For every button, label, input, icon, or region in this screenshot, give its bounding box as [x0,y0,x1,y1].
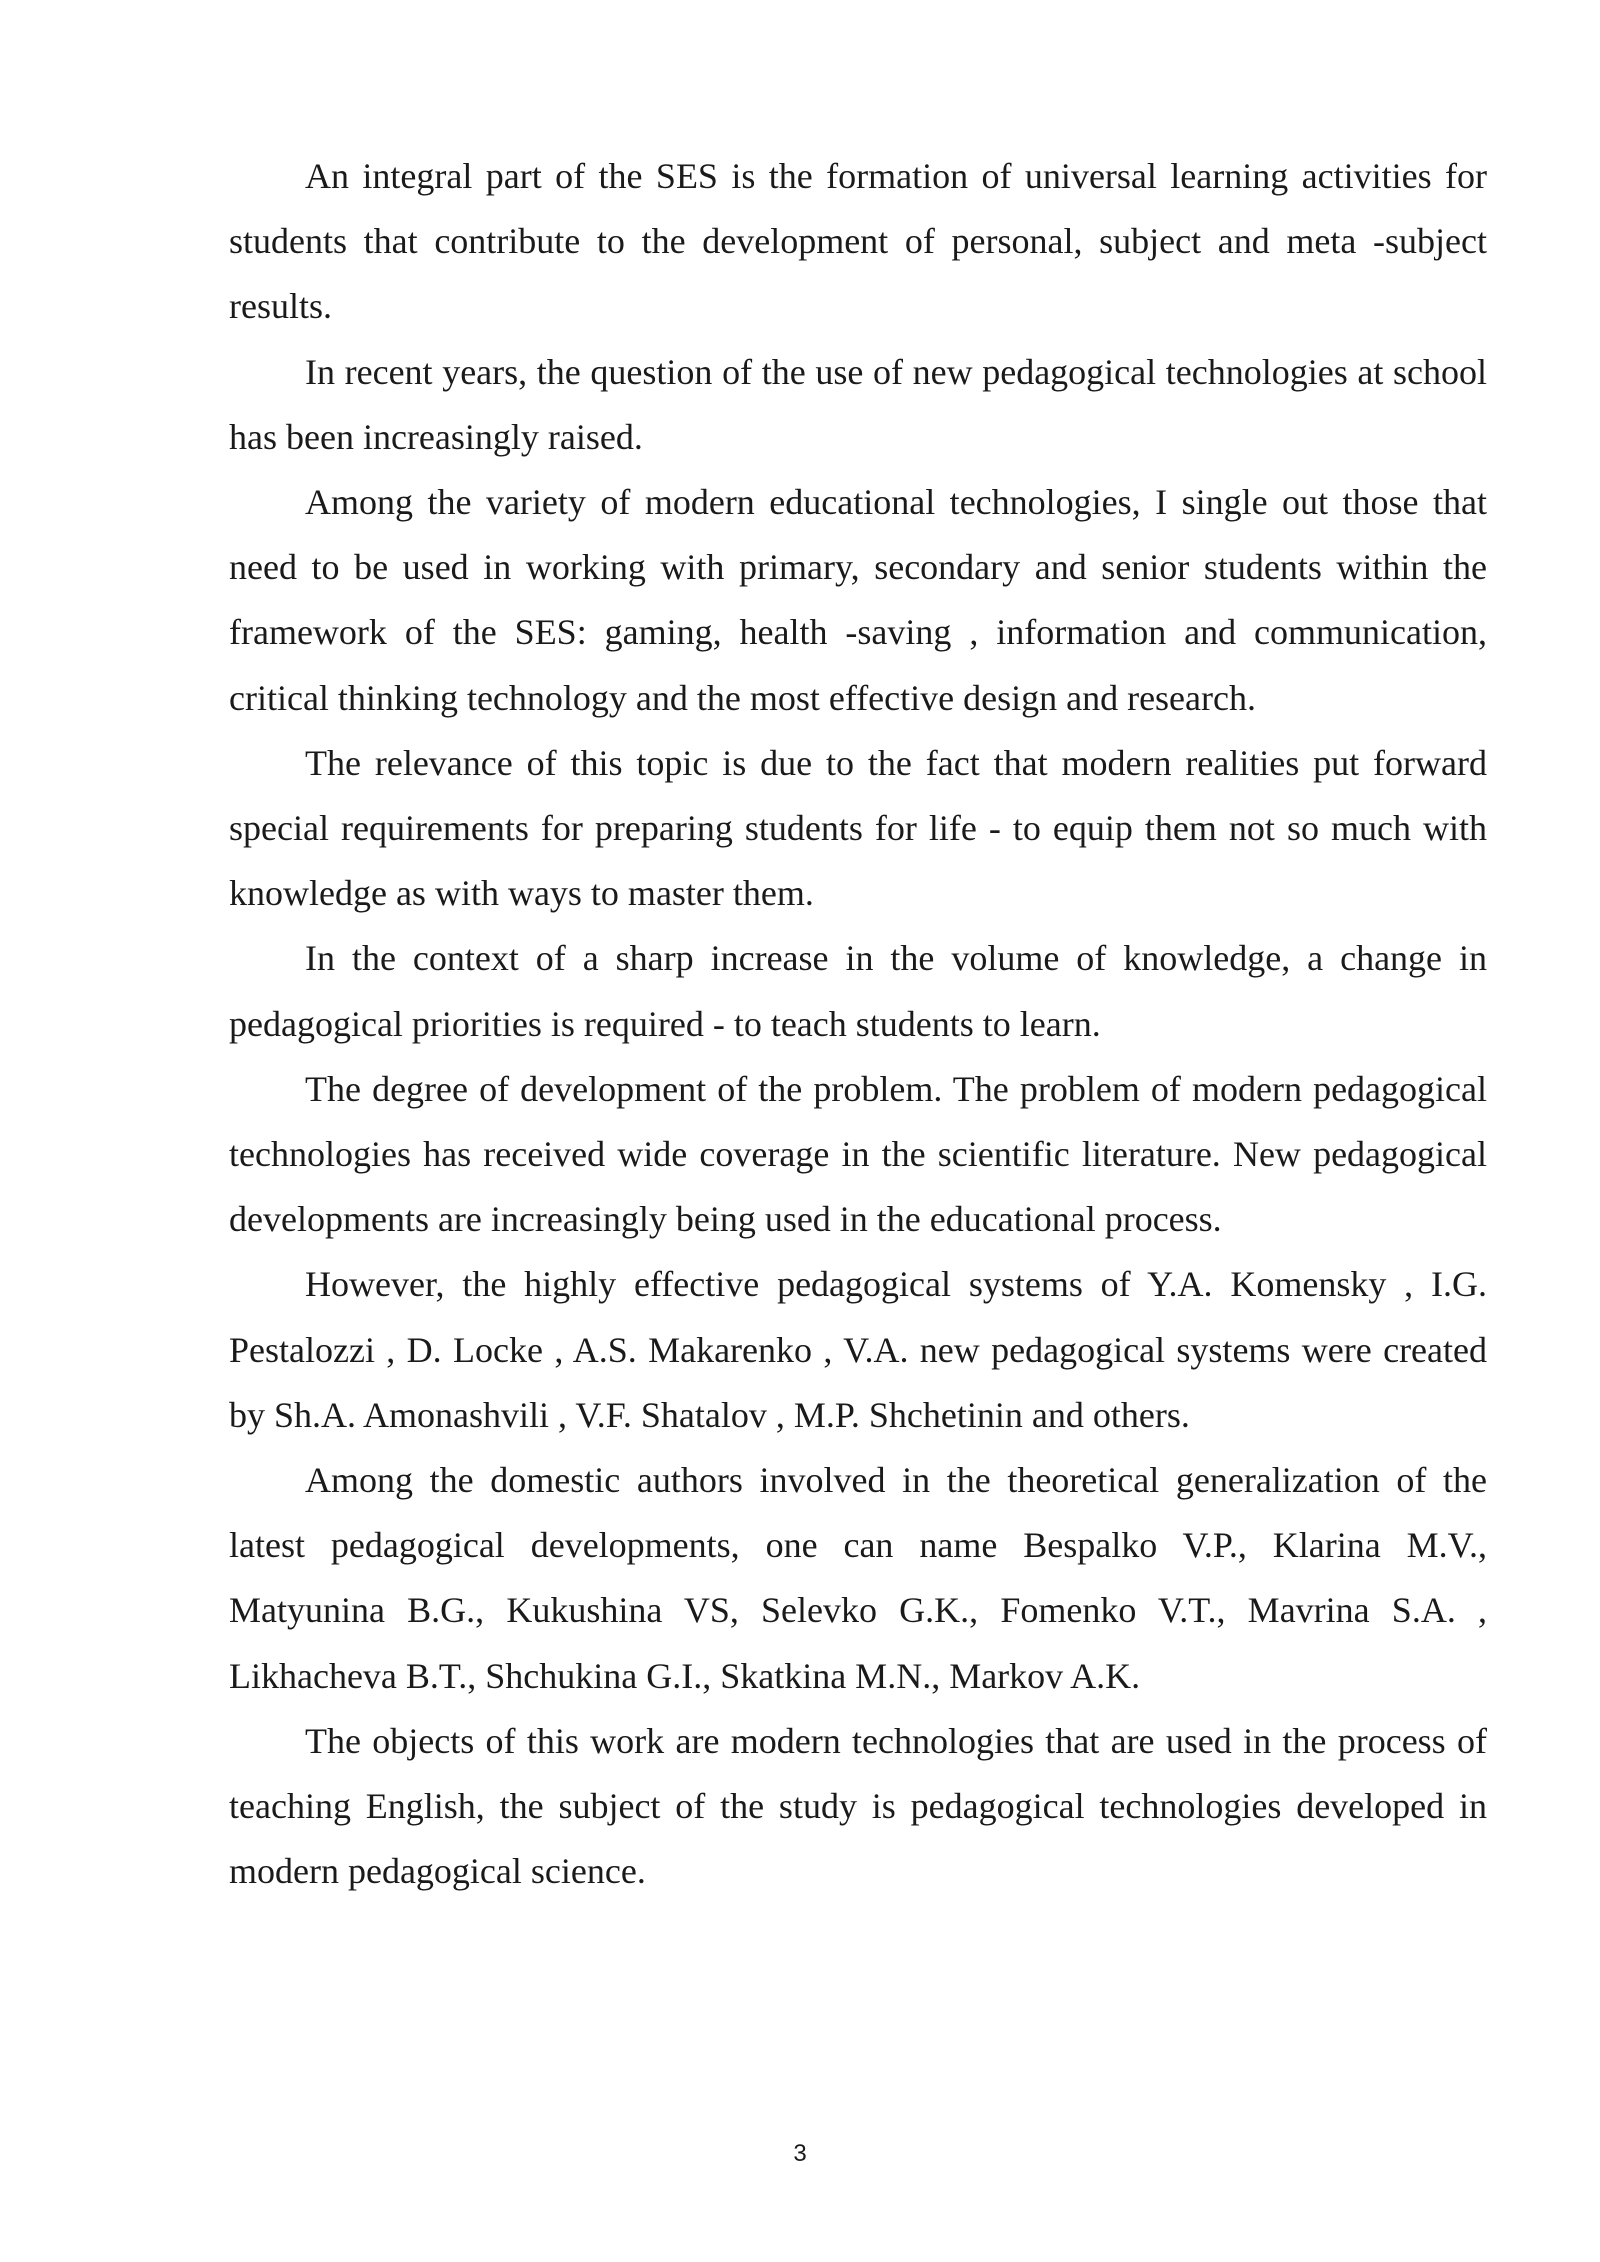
body-text [229,144,1487,1904]
paragraph: The objects of this work are modern technologies that are used in the process of teaching English, the subject of the study is pedagogical technologies developed in modern pedagogical science. [229,1720,1487,1892]
paragraph: In the context of a sharp increase in the volume of knowledge, a change in pedagogical priorities is required - to teach students to learn. [229,938,1487,1044]
paragraph: Among the domestic authors involved in the theoretical generalization of the latest pedagogical developments, one can name Bespalko V.P., Klarina M.V., Matyunina B.G., Kukushina VS, Selevko G.K., Fomenko V.T., Mavrina S.A. , Likhacheva B.T., Shchukina G.I., Skatkina M.N., Markov A.K. [229,1460,1487,1696]
page-number: 3 [793,2140,807,2167]
paragraph: Among the variety of modern educational technologies, I single out those that need to be used in working with primary, secondary and senior students within the framework of the SES: gaming, health -saving , information and communication, critical thinking technology and the most effective design and research. [229,482,1487,718]
paragraph: The degree of development of the problem. The problem of modern pedagogical technologies has received wide coverage in the scientific literature. New pedagogical developments are increasingly being used in the educational process. [229,1068,1487,1240]
paragraph: The relevance of this topic is due to the fact that modern realities put forward special requirements for preparing students for life - to equip them not so much with knowledge as with ways to master them. [229,742,1487,914]
paragraph: However, the highly effective pedagogical systems of Y.A. Komensky , I.G. Pestalozzi , D. Locke , A.S. Makarenko , V.A. new pedagogical systems were created by Sh.A. Amonashvili , V.F. Shatalov , M.P. Shchetinin and others. [229,1264,1487,1435]
paragraph: In recent years, the question of the use of new pedagogical technologies at school has been increasingly raised. [229,351,1487,457]
paragraph: An integral part of the SES is the formation of universal learning activities for students that contribute to the development of personal, subject and meta -subject results. [229,156,1487,327]
